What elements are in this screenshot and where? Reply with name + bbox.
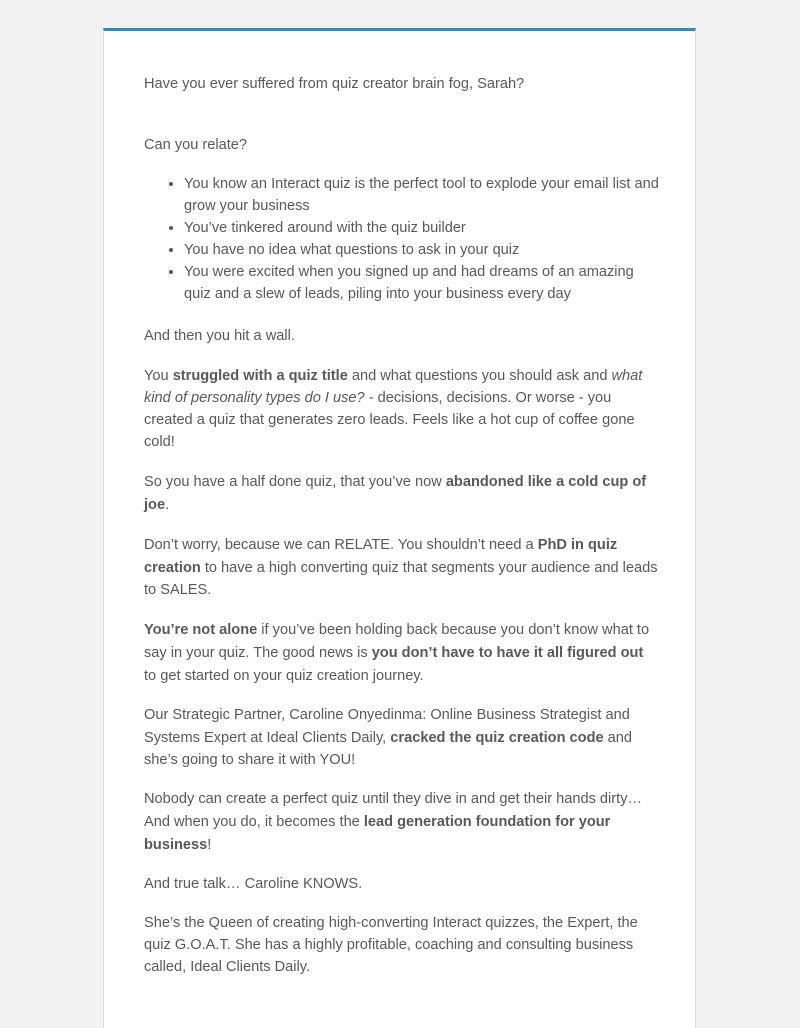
- bold-text: abandoned like a cold cup of joe: [144, 474, 647, 513]
- paragraph-abandoned: [144, 471, 659, 517]
- text: So you have a half done quiz, that you’ve now: [144, 474, 446, 490]
- bold-text: PhD in quiz creation: [144, 537, 618, 576]
- text: if you’ve been holding back because you don’t know what to say in your quiz. The good news is: [144, 622, 650, 661]
- bold-text: you don’t have to have it all figured out: [371, 645, 644, 661]
- paragraph-queen: She’s the Queen of creating high-converting Interact quizzes, the Expert, the quiz G.O.A.T. She has a highly profitable, coaching and consulting business called, Ideal Clients Daily.: [144, 915, 638, 975]
- paragraph-not-alone: [144, 619, 659, 688]
- bold-text: You’re not alone: [144, 622, 258, 638]
- list-item: • You were excited when you signed up and had dreams of an amazing quiz and a slew of leads, piling into your business every day: [184, 261, 659, 305]
- text: .: [165, 497, 170, 513]
- text: Our Strategic Partner, Caroline Onyedinma: Online Business Strategist and Systems Expert at Ideal Clients Daily,: [144, 707, 630, 746]
- list-item: • You’ve tinkered around with the quiz builder: [184, 217, 659, 239]
- list-item: • You have no idea what questions to ask in your quiz: [184, 239, 659, 261]
- wall-line: And then you hit a wall.: [144, 328, 295, 344]
- greeting: Have you ever suffered from quiz creator brain fog, Sarah?: [144, 76, 525, 92]
- text: to have a high converting quiz that segments your audience and leads to SALES.: [144, 559, 658, 598]
- true-talk-line: And true talk… Caroline KNOWS.: [144, 876, 363, 892]
- bullet-list: [144, 173, 659, 305]
- paragraph-nobody: [144, 788, 659, 857]
- paragraph-struggled: [144, 365, 659, 453]
- text: - decisions, decisions. Or worse - you created a quiz that generates zero leads. Feels like a hot cup of coffee gone cold!: [144, 390, 635, 450]
- relate-line: Can you relate?: [144, 137, 248, 153]
- bold-text: struggled with a quiz title: [172, 368, 348, 384]
- text: Don’t worry, because we can RELATE. You shouldn’t need a: [144, 537, 538, 553]
- text: and what questions you should ask and: [347, 368, 612, 384]
- text: and she’s going to share it with YOU!: [144, 729, 633, 768]
- paragraph-partner: [144, 704, 659, 772]
- paragraph-phd: [144, 534, 659, 602]
- text: !: [207, 837, 212, 853]
- text: Nobody can create a perfect quiz until they dive in and get their hands dirty… And when you do, it becomes the: [144, 791, 643, 830]
- bold-text: lead generation foundation for your business: [144, 814, 611, 853]
- email-card: [103, 28, 696, 1028]
- italic-text: what kind of personality types do I use?: [144, 368, 643, 406]
- bold-text: cracked the quiz creation code: [390, 729, 604, 746]
- text: You: [144, 368, 173, 384]
- list-item: • You know an Interact quiz is the perfect tool to explode your email list and grow your business: [184, 173, 659, 217]
- text: to get started on your quiz creation journey.: [144, 668, 424, 684]
